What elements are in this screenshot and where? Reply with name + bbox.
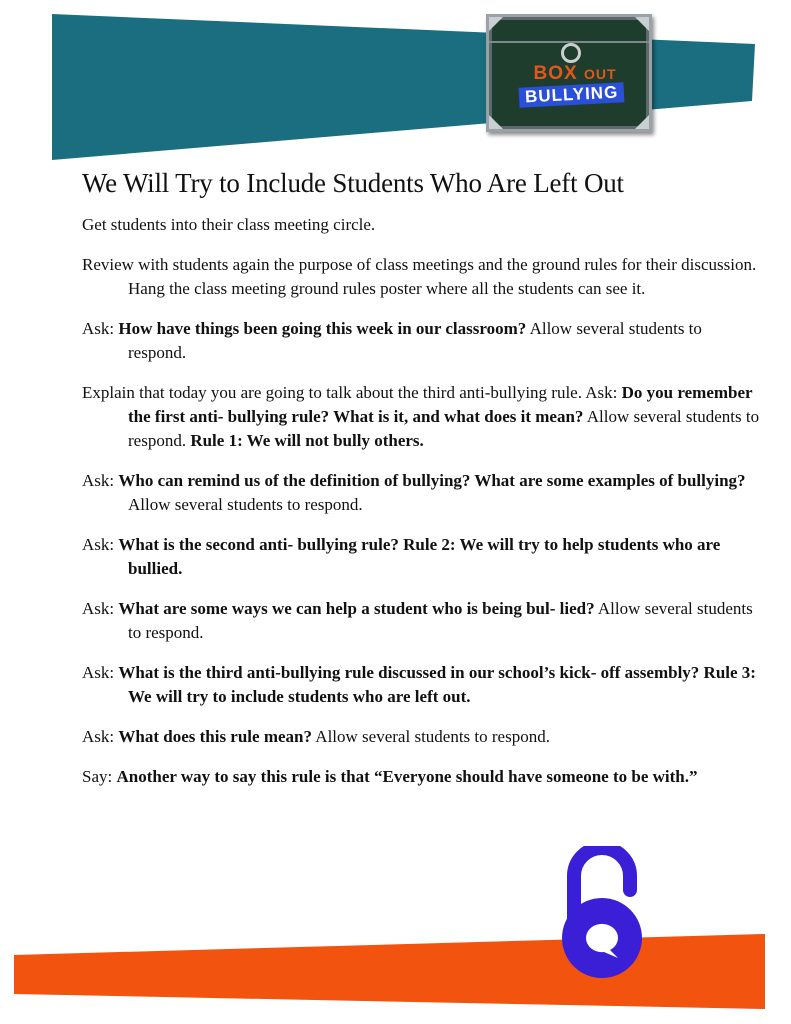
logo-corner [635,115,649,129]
instruction-paragraph [82,381,762,453]
bold-prompt-text: What are some ways we can help a student who is being bul- lied? [118,599,595,618]
instruction-paragraph [82,533,762,581]
paragraph-text: Ask: [82,599,119,618]
paragraph-text: Allow several students to respond. [128,599,753,642]
bold-prompt-text: Another way to say this rule is that “Everyone should have someone to be with.” [116,767,698,786]
paragraph-text: Get students into their class meeting circle. [82,215,376,234]
instruction-paragraph [82,661,762,709]
paragraph-text: Ask: [82,727,119,746]
bold-prompt-text: Who can remind us of the definition of bullying? What are some examples of bullying? [118,471,746,490]
paragraph-text: Ask: [82,663,119,682]
logo-corner [489,17,503,31]
paragraph-text: Allow several students to respond. [128,319,702,362]
paragraph-text: Explain that today you are going to talk about the third anti-bullying rule. Ask: [82,383,622,402]
instruction-paragraph [82,765,762,789]
logo-corner [635,17,649,31]
page-title: We Will Try to Include Students Who Are Left Out [82,168,624,198]
bold-prompt-text: What does this rule mean? [118,727,312,746]
paragraph-text: Review with students again the purpose of class meetings and the ground rules for their discussion. Hang the class meeting ground rules poster where all the students can see it. [82,255,757,298]
instruction-paragraph [82,725,762,749]
open-padlock-icon [552,846,656,978]
logo-out-text: OUT [583,66,617,82]
bold-prompt-text: How have things been going this week in our classroom? [118,319,527,338]
paragraph-list [82,213,762,789]
paragraph-text: Allow several students to respond. [312,727,550,746]
box-out-bullying-logo [486,14,652,132]
bold-prompt-text: Rule 1: We will not bully others. [190,431,424,450]
paragraph-text: Ask: [82,535,119,554]
bold-prompt-text: What is the second anti- bullying rule? Rule 2: We will try to help students who are bullied. [118,535,721,578]
logo-lock-icon [561,43,581,63]
instruction-paragraph [82,213,762,237]
instruction-paragraph [82,597,762,645]
top-teal-banner [0,0,791,170]
paragraph-text: Allow several students to respond. [128,407,760,450]
logo-box-text: BOX [533,63,578,84]
logo-corner [489,115,503,129]
bottom-orange-banner [0,930,791,1024]
paragraph-text: Ask: [82,319,119,338]
paragraph-text: Ask: [82,471,119,490]
bold-prompt-text: Do you remember the first anti- bullying rule? What is it, and what does it mean? [128,383,753,426]
instruction-paragraph [82,469,762,517]
paragraph-text: Say: [82,767,117,786]
instruction-paragraph [82,253,762,301]
instruction-paragraph [82,317,762,365]
logo-bullying-text: BULLYING [519,82,625,107]
paragraph-text: Allow several students to respond. [128,495,363,514]
bold-prompt-text: What is the third anti-bullying rule discussed in our school’s kick- off assembly? Rule 3: We will try to include students who are left out. [118,663,756,706]
document-body [82,168,762,805]
